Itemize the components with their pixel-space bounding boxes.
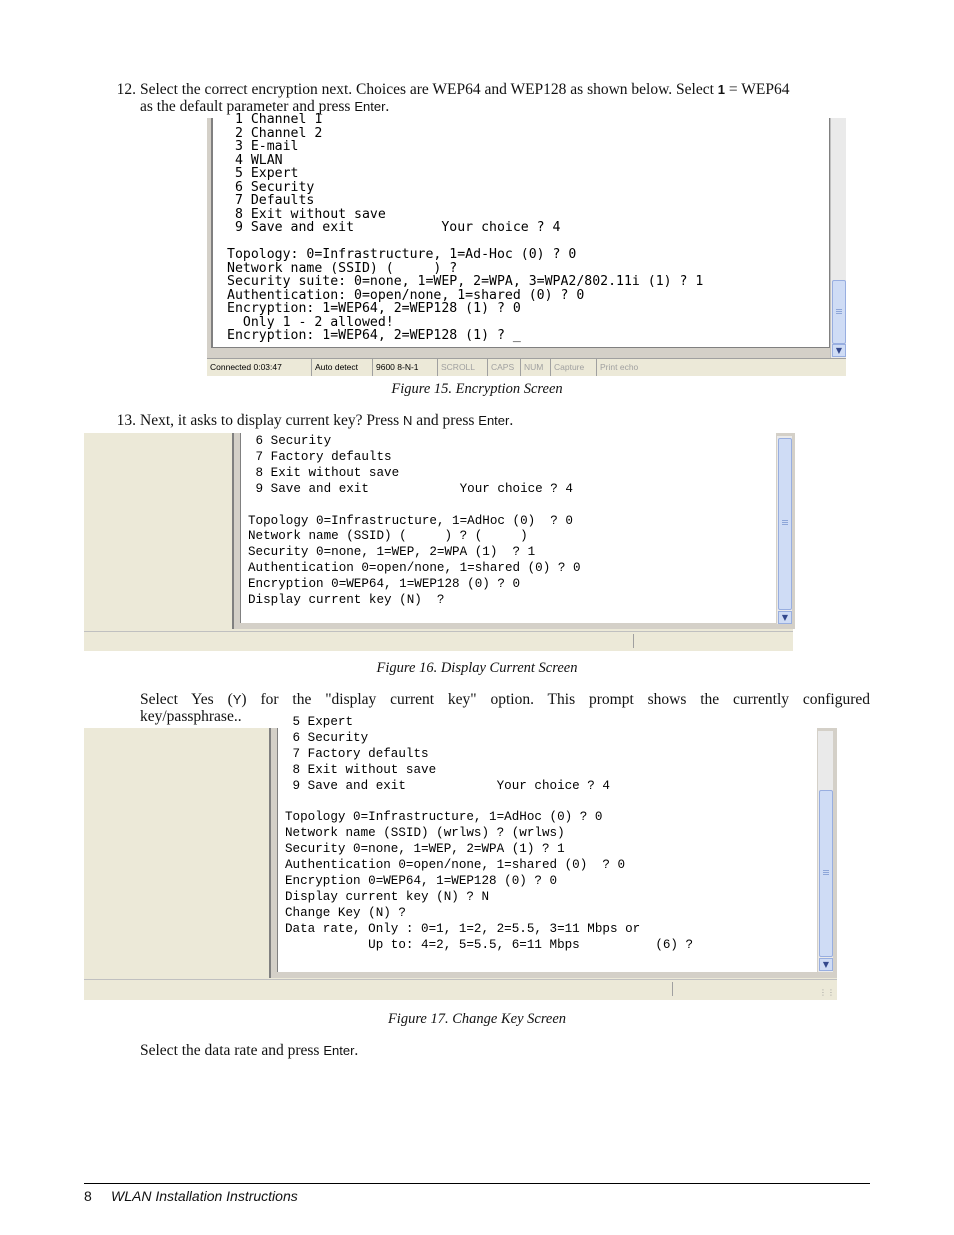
step-13-text-b: and press (412, 412, 479, 429)
scroll-down-arrow-icon[interactable]: ▼ (832, 344, 846, 357)
select-yes-text-a: Select Yes ( (140, 691, 233, 708)
step-12-period: . (385, 98, 390, 115)
terminal-panel (269, 715, 837, 978)
terminal-line: Topology 0=Infrastructure, 1=AdHoc (0) ? 0 (285, 810, 603, 825)
terminal-line: Encryption: 1=WEP64, 2=WEP128 (1) ? _ (227, 328, 521, 343)
final-period: . (354, 1042, 359, 1059)
step-13-text (140, 412, 513, 429)
status-num: NUM (520, 359, 543, 376)
terminal-line: 9 Save and exit Your choice ? 4 (248, 481, 573, 496)
step-12-text (140, 81, 870, 98)
step-12-text-b: = WEP64 (725, 81, 790, 98)
enter-key-label: Enter (354, 99, 386, 114)
terminal-line: Change Key (N) ? (285, 905, 406, 920)
terminal-line (285, 795, 693, 811)
encryption-screen-figure (207, 112, 846, 375)
terminal-screen (240, 433, 776, 623)
footer-rule (84, 1183, 870, 1184)
step-13-period: . (509, 412, 514, 429)
scrollbar-thumb[interactable] (778, 438, 792, 610)
select-yes-text-b: ) for the "display current key" option. This prompt shows the currently configured (241, 691, 870, 708)
figure-15-caption: Figure 15. Encryption Screen (391, 381, 563, 397)
key-y: Y (232, 692, 242, 707)
terminal-line: 7 Defaults (227, 193, 315, 208)
terminal-line: 9 Save and exit Your choice ? 4 (285, 778, 610, 793)
terminal-line: 3 E-mail (227, 139, 299, 154)
status-auto-detect: Auto detect (311, 359, 358, 376)
status-connected: Connected 0:03:47 (210, 362, 282, 372)
scrollbar-thumb[interactable] (819, 790, 833, 957)
terminal-line: 8 Exit without save (227, 206, 386, 222)
figure-17-caption: Figure 17. Change Key Screen (387, 1011, 567, 1027)
terminal-line: 6 Security (248, 434, 332, 448)
terminal-line: 1 Channel 1 (227, 112, 323, 127)
display-current-screen-figure (84, 433, 793, 650)
terminal-line: 7 Factory defaults (285, 746, 429, 761)
step-12-number: 12. (116, 81, 136, 98)
status-scroll: SCROLL (437, 359, 475, 376)
terminal-line: Authentication 0=open/none, 1=shared (0) ? 0 (285, 858, 626, 873)
terminal-line: Authentication 0=open/none, 1=shared (0) ? 0 (248, 561, 581, 576)
scroll-down-arrow-icon[interactable]: ▼ (778, 611, 792, 624)
terminal-line: Encryption 0=WEP64, 1=WEP128 (0) ? 0 (248, 577, 521, 592)
terminal-line: 8 Exit without save (285, 762, 437, 777)
terminal-screen (277, 715, 817, 972)
terminal-line: Display current key (N) ? (248, 593, 445, 608)
resize-grip-icon[interactable]: ⋮⋮ (819, 988, 835, 997)
terminal-line: 6 Security (285, 730, 369, 745)
window-status-bar (84, 631, 793, 651)
terminal-line: 7 Factory defaults (248, 449, 392, 464)
step-13-text-a: Next, it asks to display current key? Press (140, 412, 404, 429)
terminal-line (248, 498, 581, 514)
terminal-line: Network name (SSID) (wrlws) ? (wrlws) (285, 826, 565, 841)
terminal-line: Display current key (N) ? N (285, 889, 490, 904)
terminal-screen (211, 112, 830, 348)
terminal-panel (232, 433, 795, 629)
figure-16-caption: Figure 16. Display Current Screen (376, 660, 578, 676)
terminal-line: 6 Security (227, 179, 315, 195)
step-12-text-a: Select the correct encryption next. Choices are WEP64 and WEP128 as shown below. Select (140, 81, 718, 98)
terminal-line: Network name (SSID) ( ) ? ( ) (248, 529, 528, 544)
key-n: N (403, 413, 413, 428)
final-text: Select the data rate and press (140, 1042, 324, 1059)
terminal-line: Topology 0=Infrastructure, 1=AdHoc (0) ? 0 (248, 513, 573, 528)
terminal-line: Security 0=none, 1=WEP, 2=WPA (1) ? 1 (285, 842, 565, 857)
step-13-number: 13. (116, 412, 136, 429)
terminal-status-bar (207, 358, 846, 376)
terminal-line (227, 235, 703, 249)
window-status-bar (84, 979, 837, 1000)
terminal-scrollbar[interactable] (830, 118, 846, 358)
terminal-line: Encryption 0=WEP64, 1=WEP128 (0) ? 0 (285, 874, 558, 889)
terminal-line: Up to: 4=2, 5=5.5, 6=11 Mbps (6) ? (285, 937, 694, 952)
terminal-line: Security 0=none, 1=WEP, 2=WPA (1) ? 1 (248, 545, 536, 560)
terminal-line: 8 Exit without save (248, 465, 400, 480)
terminal-output (248, 434, 581, 609)
terminal-line: Security suite: 0=none, 1=WEP, 2=WPA, 3=WPA2/802.11i (1) ? 1 (227, 274, 704, 289)
status-print-echo: Print echo (596, 359, 638, 376)
enter-key-label: Enter (323, 1043, 355, 1058)
terminal-line: Only 1 - 2 allowed! (227, 314, 394, 330)
terminal-line: 9 Save and exit Your choice ? 4 (227, 220, 561, 235)
terminal-line: Network name (SSID) ( ) ? (227, 260, 458, 276)
final-instruction (140, 1042, 358, 1059)
page-number: 8 (84, 1188, 92, 1204)
terminal-line: Topology: 0=Infrastructure, 1=Ad-Hoc (0) ? 0 (227, 247, 577, 262)
select-yes-line2: key/passphrase.. (140, 708, 242, 725)
status-baud: 9600 8-N-1 (372, 359, 419, 376)
enter-key-label: Enter (478, 413, 510, 428)
scrollbar-thumb[interactable] (832, 280, 846, 344)
terminal-line: 5 Expert (227, 166, 299, 181)
document-title: WLAN Installation Instructions (111, 1188, 298, 1204)
terminal-line: Encryption: 1=WEP64, 2=WEP128 (1) ? 0 (227, 301, 521, 316)
terminal-line: 2 Channel 2 (227, 125, 323, 141)
scroll-down-arrow-icon[interactable]: ▼ (819, 958, 833, 971)
terminal-line: Data rate, Only : 0=1, 1=2, 2=5.5, 3=11 Mbps or (285, 921, 641, 936)
step-12-line2-text: as the default parameter and press (140, 98, 355, 115)
terminal-output (227, 113, 703, 343)
terminal-line: Authentication: 0=open/none, 1=shared (0) ? 0 (227, 287, 585, 303)
key-1: 1 (717, 82, 726, 97)
status-capture: Capture (550, 359, 584, 376)
select-yes-line1 (140, 691, 870, 708)
status-caps: CAPS (487, 359, 514, 376)
terminal-scrollbar[interactable] (777, 436, 792, 624)
terminal-scrollbar[interactable] (818, 731, 833, 972)
terminal-line: 5 Expert (285, 715, 354, 729)
terminal-line: 4 WLAN (227, 152, 283, 168)
terminal-output (285, 715, 693, 954)
